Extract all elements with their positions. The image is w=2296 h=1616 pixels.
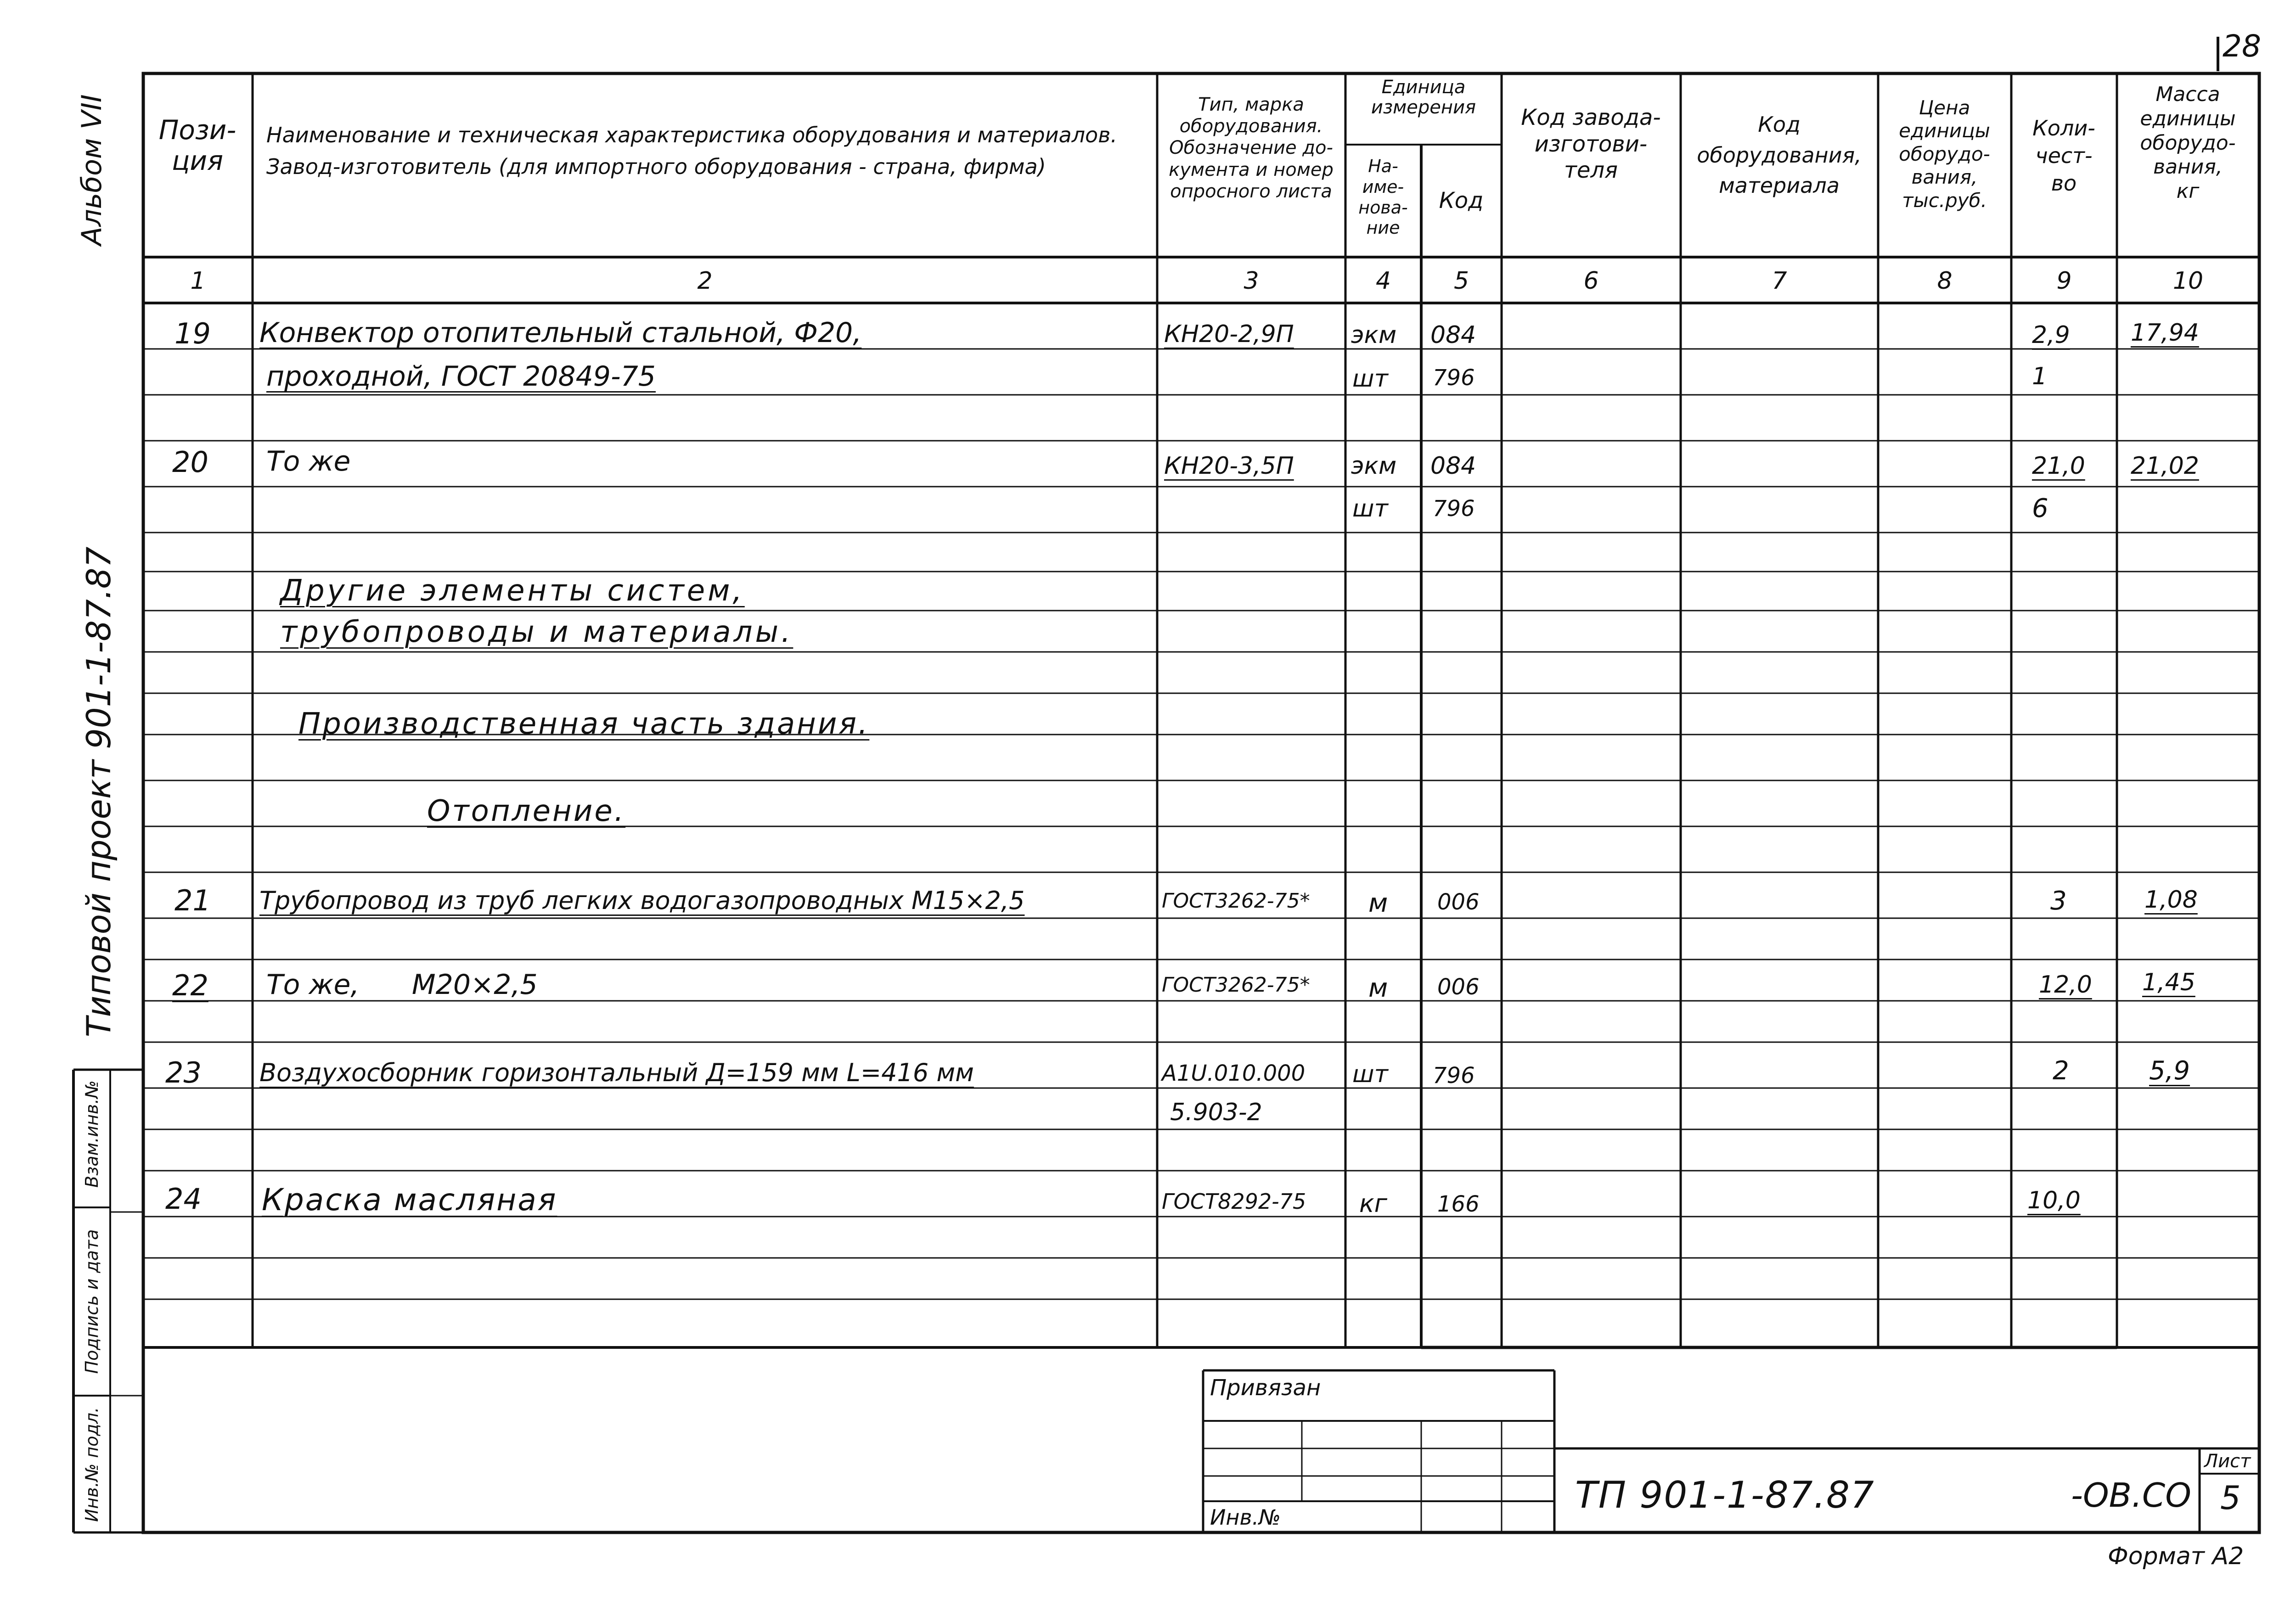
header-unit-code: Код [1439, 188, 1484, 213]
row-position: 22 [172, 969, 208, 1002]
row-name: Краска масляная [262, 1182, 557, 1218]
row-qty: 10,0 [2027, 1187, 2081, 1214]
document-suffix: -ОВ.СО [2071, 1476, 2191, 1515]
col-number-6: 6 [1583, 267, 1599, 295]
row-position: 24 [165, 1182, 202, 1216]
row-code: 006 [1437, 974, 1480, 1000]
row-qty: 1 [2032, 363, 2048, 390]
row-position: 20 [172, 445, 208, 479]
col-number-8: 8 [1937, 267, 1953, 295]
row-qty: 6 [2032, 494, 2048, 523]
row-position: 21 [174, 884, 211, 917]
section-heading: Производственная часть здания. [298, 707, 870, 741]
row-qty: 2,9 [2032, 321, 2070, 349]
row-mass: 1,08 [2144, 886, 2198, 914]
row-name: Конвектор отопительный стальной, Ф20, [259, 317, 862, 349]
row-code: 084 [1430, 452, 1476, 480]
row-mass: 1,45 [2142, 969, 2195, 996]
col-number-2: 2 [697, 267, 713, 295]
col-number-3: 3 [1244, 267, 1259, 295]
section-heading: трубопроводы и материалы. [280, 615, 793, 649]
section-heading: Отопление. [427, 794, 626, 828]
header-type: Тип, марка оборудования. Обозначение до- кумента и номер опросного листа [1169, 94, 1334, 202]
project-label: Типовой проект 901-1-87.87 [79, 546, 118, 1038]
row-unit: м [1368, 888, 1388, 918]
row-type: КН20-3,5П [1164, 452, 1294, 480]
col-number-10: 10 [2172, 267, 2204, 295]
row-code: 166 [1437, 1191, 1480, 1217]
row-unit: шт [1352, 1060, 1388, 1088]
row-unit: экм [1351, 452, 1397, 480]
row-code: 796 [1433, 365, 1475, 391]
col-number-4: 4 [1375, 267, 1391, 295]
row-name: То же, М20×2,5 [266, 969, 538, 1001]
row-qty: 2 [2053, 1056, 2069, 1086]
row-qty: 3 [2050, 886, 2067, 916]
sheet-number: 5 [2220, 1479, 2241, 1517]
section-heading: Другие элементы систем, [280, 574, 745, 608]
header-unit-name: На- име- нова- ние [1358, 156, 1408, 238]
col-number-9: 9 [2056, 267, 2072, 295]
vzam-inv-label: Взам.инв.№ [82, 1080, 102, 1188]
row-position: 19 [174, 317, 211, 350]
header-qty: Коли- чест- во [2032, 116, 2095, 196]
header-unit-group: Единица измерения [1371, 77, 1476, 118]
row-name: проходной, ГОСТ 20849-75 [266, 360, 656, 393]
row-code: 796 [1433, 1063, 1475, 1089]
row-mass: 5,9 [2149, 1056, 2190, 1086]
row-type: ГОСТ3262-75* [1162, 973, 1310, 997]
header-name: Наименование и техническая характеристика оборудования и материалов. Завод-изготовитель (для импортного оборудования - страна, фирма) [266, 123, 1117, 179]
row-position: 23 [165, 1056, 202, 1089]
inv-podl-label: Инв.№ подл. [82, 1407, 102, 1522]
row-name: Воздухосборник горизонтальный Д=159 мм L=416 мм [259, 1058, 974, 1087]
row-mass: 21,02 [2131, 452, 2199, 480]
sign-date-label: Подпись и дата [82, 1229, 102, 1374]
header-equip-code: Код оборудования, материала [1697, 112, 1862, 198]
row-qty: 12,0 [2039, 971, 2092, 999]
row-unit: м [1368, 973, 1388, 1003]
row-mass: 17,94 [2131, 319, 2199, 347]
row-qty: 21,0 [2032, 452, 2085, 480]
sheet-label: Лист [2204, 1451, 2251, 1472]
col-number-1: 1 [190, 267, 206, 295]
row-unit: экм [1351, 321, 1397, 349]
col-number-7: 7 [1772, 267, 1787, 295]
row-type: ГОСТ8292-75 [1162, 1189, 1306, 1214]
row-unit: шт [1352, 365, 1388, 393]
document-code: ТП 901-1-87.87 [1575, 1474, 1875, 1516]
header-price: Цена единицы оборудо- вания, тыс.руб. [1899, 96, 1990, 212]
col-number-5: 5 [1453, 267, 1469, 295]
row-type: КН20-2,9П [1164, 320, 1294, 348]
row-name: Трубопровод из труб легких водогазопроводных М15×2,5 [259, 886, 1025, 915]
album-label: Альбом VII [76, 94, 108, 246]
row-unit: кг [1359, 1189, 1387, 1218]
header-mfr-code: Код завода- изготови- теля [1521, 105, 1661, 184]
row-type: А1U.010.000 [1162, 1060, 1306, 1086]
row-unit: шт [1352, 495, 1388, 522]
row-code: 006 [1437, 889, 1480, 915]
row-type: 5.903-2 [1170, 1099, 1262, 1126]
inv-number-label: Инв.№ [1210, 1505, 1281, 1530]
header-position: Пози- ция [158, 114, 236, 176]
format-label: Формат А2 [2108, 1543, 2244, 1570]
row-code: 796 [1433, 496, 1475, 522]
privyazan-label: Привязан [1210, 1375, 1321, 1401]
row-type: ГОСТ3262-75* [1162, 889, 1310, 913]
page-number: 28 [2223, 28, 2261, 64]
row-name: То же [266, 445, 351, 477]
row-code: 084 [1430, 321, 1476, 349]
header-mass: Масса единицы оборудо- вания, кг [2140, 83, 2236, 203]
